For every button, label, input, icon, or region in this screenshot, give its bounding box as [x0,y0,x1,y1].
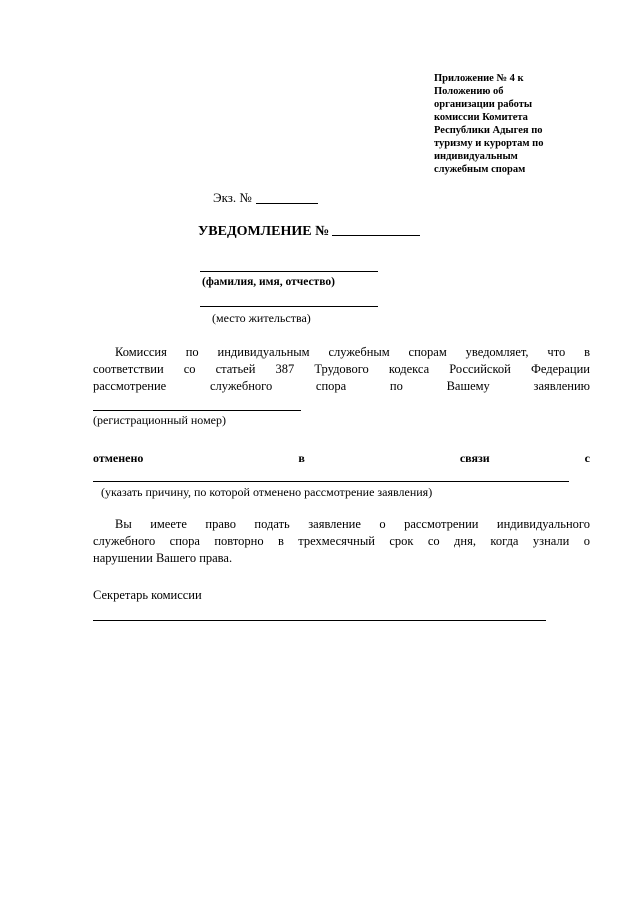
appendix-line: служебным спорам [434,164,526,175]
appendix-note [434,72,604,176]
cancellation-row [93,451,590,466]
paragraph-line: соответствии со статьей 387 Трудового кодекса Российской Федерации [93,362,590,376]
reason-blank [93,481,569,482]
cancel-word: отменено [93,451,144,465]
notice-title-text: УВЕДОМЛЕНИЕ № [198,224,330,239]
appendix-line: Приложение № 4 к [434,73,524,84]
residence-caption: (место жительства) [212,311,311,325]
cancel-word: в [298,451,305,465]
appendix-line: комиссии Комитета [434,112,528,123]
fio-blank [200,271,378,272]
residence-blank [200,306,378,307]
fio-caption: (фамилия, имя, отчество) [202,276,335,288]
paragraph-line: служебного спора повторно в трехмесячный срок со дня, когда узнали о [93,534,590,548]
appendix-line: туризму и курортам по [434,138,544,149]
appendix-line: индивидуальным [434,151,518,162]
paragraph-line: Вы имеете право подать заявление о рассмотрении индивидуального [115,517,590,531]
notice-title [198,224,420,240]
notice-number-blank [332,235,420,236]
copy-number-blank [256,203,318,204]
rights-paragraph [93,516,590,567]
paragraph-line: рассмотрение служебного спора по Вашему заявлению [93,379,590,393]
reason-caption: (указать причину, по которой отменено рассмотрение заявления) [101,485,433,499]
copy-number [213,190,318,206]
copy-number-label: Экз. № [213,190,252,205]
appendix-line: Республики Адыгея по [434,125,543,136]
secretary-label: Секретарь комиссии [93,588,202,602]
signature-blank [93,620,546,621]
cancel-word: с [584,451,590,465]
appendix-line: организации работы [434,99,533,110]
registration-caption: (регистрационный номер) [93,413,226,427]
paragraph-line: Комиссия по индивидуальным служебным спорам уведомляет, что в [115,345,590,359]
cancel-word: связи [459,451,490,465]
notice-paragraph [93,344,590,395]
appendix-line: Положению об [434,86,504,97]
registration-number-blank [93,410,301,411]
paragraph-line: нарушении Вашего права. [93,551,233,565]
